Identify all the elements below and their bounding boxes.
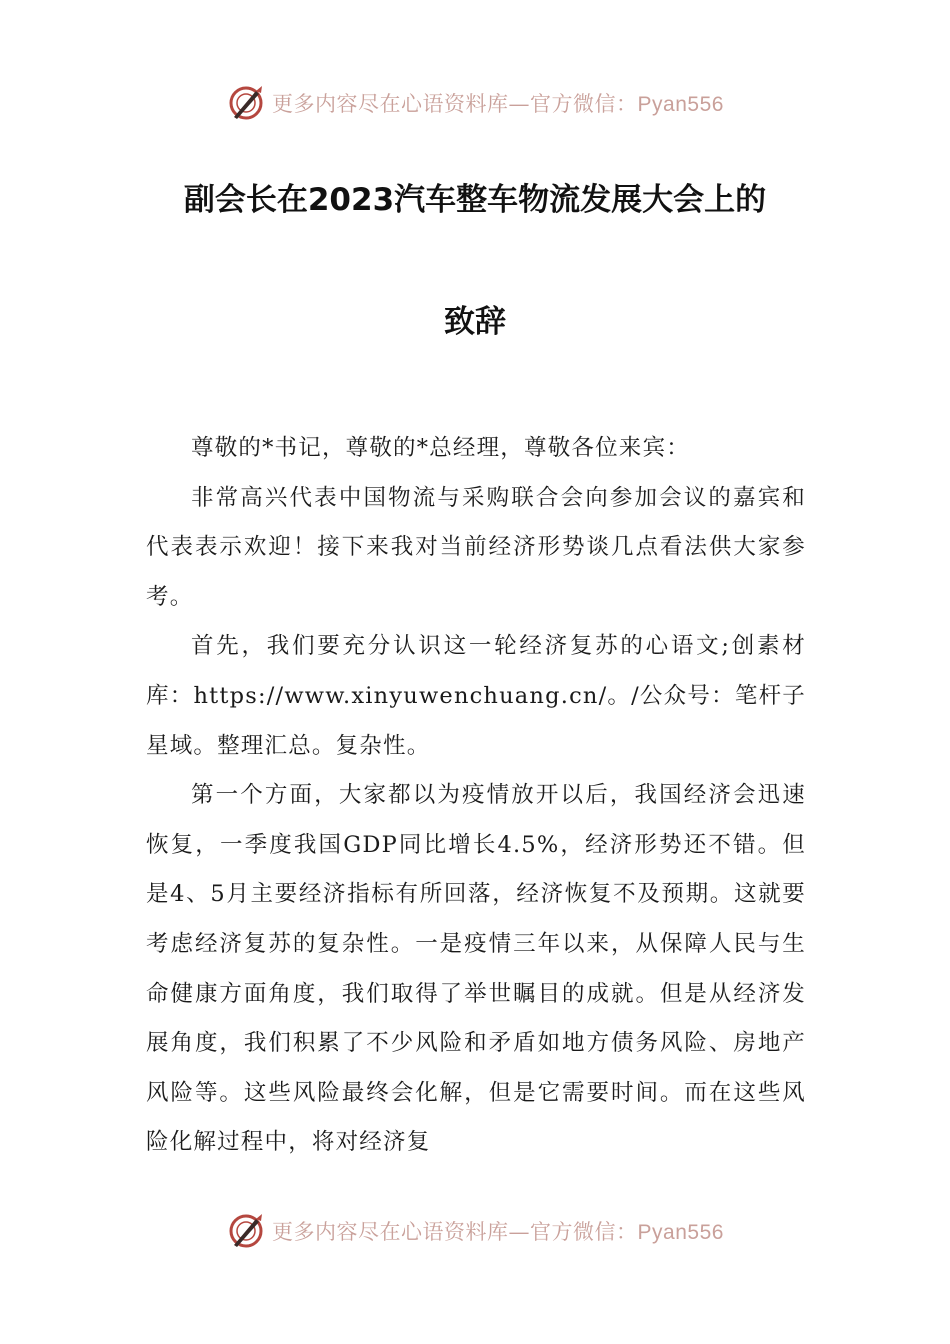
watermark-text: 更多内容尽在心语资料库—官方微信：Pyan556 — [272, 92, 724, 116]
first-point-paragraph: 首先，我们要充分认识这一轮经济复苏的心语文;创素材库：https://www.xinyuwenchuang.cn/。/公众号：笔杆子星域。整理汇总。复杂性。 — [146, 633, 806, 759]
document-body — [146, 424, 806, 1168]
document-title-line-1: 副会长在2023汽车整车物流发展大会上的 — [183, 182, 767, 218]
wechat-id: Pyan556 — [637, 1221, 724, 1244]
wechat-id: Pyan556 — [637, 93, 724, 116]
salutation-paragraph: 尊敬的*书记，尊敬的*总经理，尊敬各位来宾： — [191, 435, 690, 461]
quill-pen-logo-icon — [226, 83, 266, 123]
document-title-line-2: 致辞 — [444, 304, 506, 340]
header-watermark-banner — [0, 78, 950, 128]
economy-analysis-paragraph: 第一个方面，大家都以为疫情放开以后，我国经济会迅速恢复，一季度我国GDP同比增长4.5%，经济形势还不错。但是4、5月主要经济指标有所回落，经济恢复不及预期。这就要考虑经济复苏的复杂性。一是疫情三年以来，从保障人民与生命健康方面角度，我们取得了举世瞩目的成就。但是从经济发展角度，我们积累了不少风险和矛盾如地方债务风险、房地产风险等。这些风险最终会化解，但是它需要时间。而在这些风险化解过程中，将对经济复 — [146, 782, 806, 1156]
quill-pen-logo-icon — [226, 1211, 266, 1251]
watermark-text: 更多内容尽在心语资料库—官方微信：Pyan556 — [272, 1220, 724, 1244]
welcome-paragraph: 非常高兴代表中国物流与采购联合会向参加会议的嘉宾和代表表示欢迎！接下来我对当前经济形势谈几点看法供大家参考。 — [146, 484, 806, 610]
footer-watermark-banner — [0, 1206, 950, 1256]
